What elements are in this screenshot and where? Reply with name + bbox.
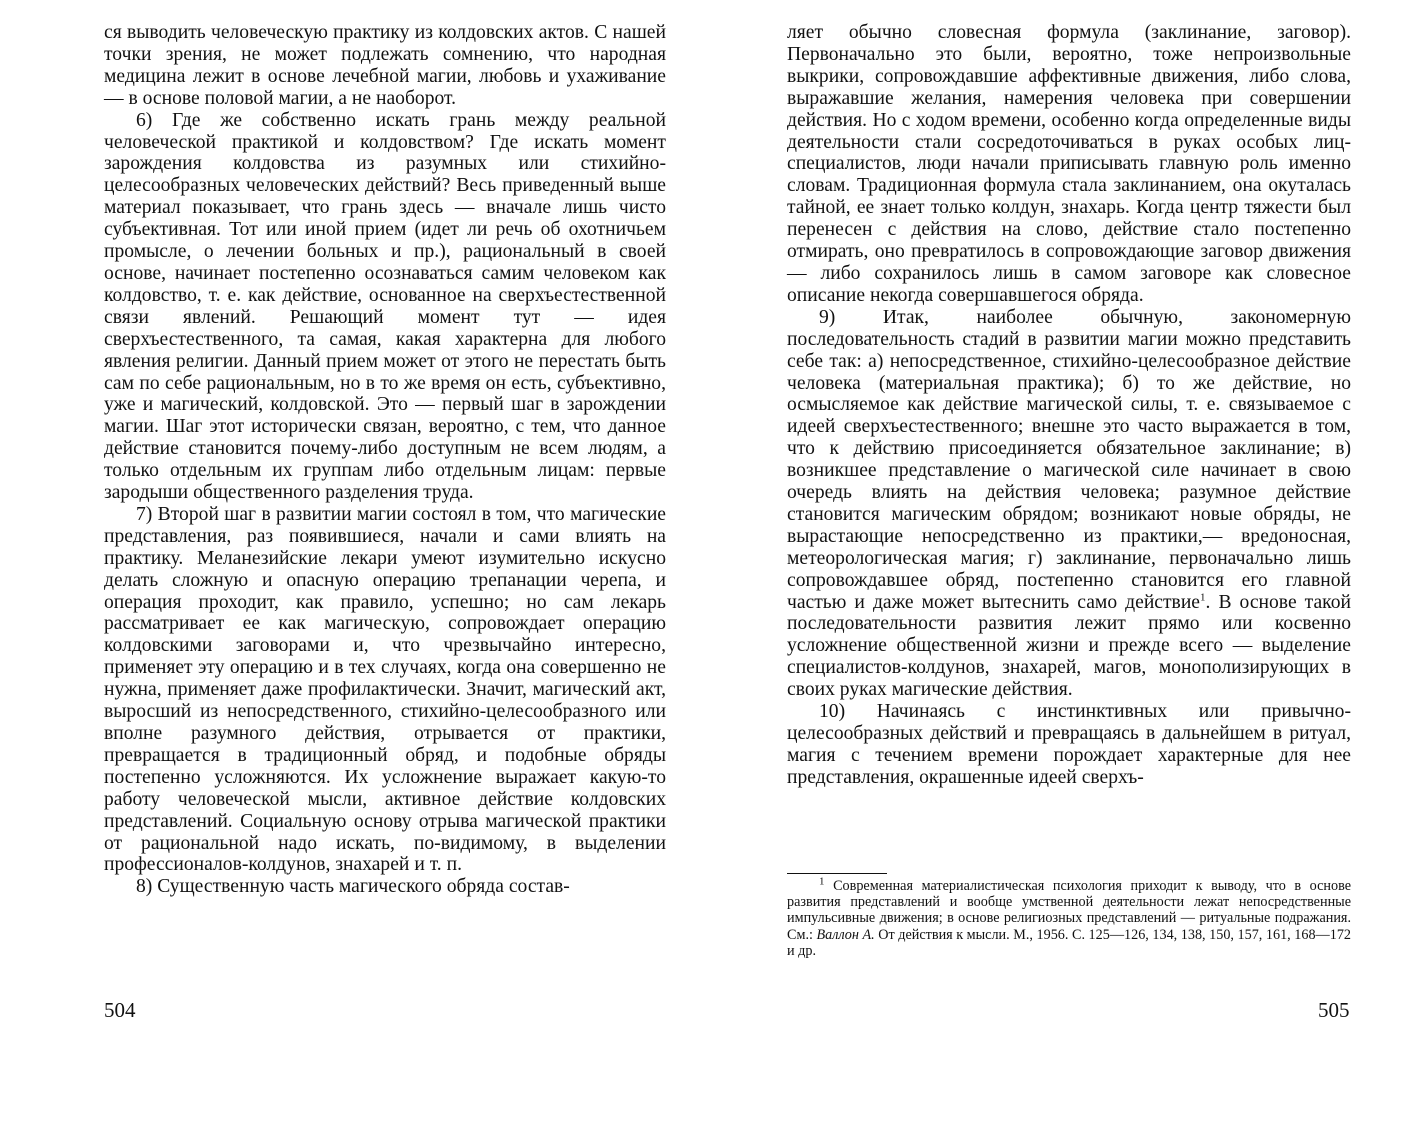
footnote [787,875,1352,959]
page-number-right: 505 [1318,998,1350,1022]
paragraph-7: 7) Второй шаг в развитии магии состоял в том, что магические представления, раз появившиеся, начали и сами влиять на практику. Меланезийские лекари умеют изумительно искусно делать сложную и опасную операцию трепанации черепа, и операция проходит, как правило, успешно; но сам лекарь рассматривает ее как магическую, сопровождает операцию колдовскими заговорами и, что чрезвычайно интересно, применяет эту операцию и в тех случаях, когда она совершенно не нужна, применяет даже профилактически. Значит, магический акт, выросший из непосредственного, стихийно-целесообразного или вполне разумного действия, отрывается от практики, превращается в традиционный обряд, и подобные обряды постепенно усложняются. Их усложнение выражает какую-то работу человеческой мысли, активное действие колдовских представлений. Социальную основу отрыва магической практики от рациональной надо искать, по-видимому, в выделении профессионалов-колдунов, знахарей и т. п. [104,503,666,876]
footnote-reference: 1 [1200,591,1206,604]
right-page [787,22,1351,789]
paragraph-10: 10) Начинаясь с инстинктивных или привычно-целесообразных действий и превращаясь в дальнейшем в ритуал, магия с течением времени порождает характерные для нее представления, окрашенные идеей сверхъ- [787,701,1351,788]
footnote-separator [787,873,887,874]
paragraph-continued: ся выводить человеческую практику из колдовских актов. С нашей точки зрения, не может подлежать сомнению, что народная медицина лежит в основе лечебной магии, любовь и ухаживание — в основе половой магии, а не наоборот. [104,22,666,109]
footnote-marker: 1 [819,875,825,888]
page-number-left: 504 [104,998,136,1022]
footnote-author: Валлон А. [816,926,875,943]
paragraph-9-text: 9) Итак, наиболее обычную, закономерную последовательность стадий в развитии магии можно представить себе так: а) непосредственное, стихийно-целесообразное действие человека (материальная практика); б) то же действие, но осмысляемое как действие магической силы, т. е. связываемое с идеей сверхъестественного; внешне это часто выражается в том, что к действию присоединяется обязательное заклинание; в) возникшее представление о магической силе начинает в свою очередь влиять на действия человека; разумное действие становится магическим обрядом; возникают новые обряды, не вырастающие непосредственно из практики,— вредоносная, метеорологическая магия; г) заклинание, первоначально лишь сопровождавшее обряд, постепенно становится его главной частью и даже может вытеснить само действие [787,306,1351,613]
paragraph-9 [787,307,1351,701]
footnote-text: Современная материалистическая психология приходит к выводу, что в основе развития представлений и вообще умственной деятельности лежат непосредственные импульсивные движения; в основе религиозных представлений — ритуальные подражания. См.: [787,878,1352,943]
paragraph-8-start: 8) Существенную часть магического обряда состав- [136,876,570,898]
paragraph-8-continued: ляет обычно словесная формула (заклинание, заговор). Первоначально это были, вероятно, тоже непроизвольные выкрики, сопровождавшие аффективные движения, либо слова, выражавшие желания, намерения человека при совершении действия. Но с ходом времени, особенно когда определенные виды деятельности стали сосредоточиваться в руках особых лиц-специалистов, люди начали приписывать главную роль именно словам. Традиционная формула стала заклинанием, она окуталась тайной, ее знает только колдун, знахарь. Когда центр тяжести был перенесен с действия на слово, действие стало постепенно отмирать, оно превратилось в сопровождающие заговор движения — либо сохранилось лишь в самом заговоре как словесное описание некогда совершавшегося обряда. [787,22,1351,306]
footnote-citation: От действия к мысли. М., 1956. С. 125—126, 134, 138, 150, 157, 161, 168—172 и др. [787,926,1352,959]
left-page [104,22,666,898]
paragraph-6: 6) Где же собственно искать грань между реальной человеческой практикой и колдовством? Где искать момент зарождения колдовства из разумных или стихийно-целесообразных человеческих действий? Весь приведенный выше материал показывает, что грань здесь — вначале лишь чисто субъективная. Тот или иной прием (идет ли речь об охотничьем промысле, о лечении больных и пр.), рациональный в своей основе, начинает постепенно осознаваться самим человеком как колдовство, т. е. как действие, основанное на сверхъестественной связи явлений. Решающий момент тут — идея сверхъестественного, та самая, какая характерна для любого явления религии. Данный прием может от этого не перестать быть сам по себе рациональным, но в то же время он есть, субъективно, уже и магический, колдовской. Это — первый шаг в зарождении магии. Шаг этот исторически связан, вероятно, с тем, что данное действие становится почему-либо доступным не всем людям, а только отдельным их группам либо отдельным лицам: первые зародыши общественного разделения труда. [104,109,666,504]
paragraph-9-text-continued: . В основе такой последовательности развития лежит прямо или косвенно усложнение общественной жизни и прежде всего — выделение специалистов-колдунов, знахарей, магов, монополизирующих в своих руках магические действия. [787,591,1351,701]
